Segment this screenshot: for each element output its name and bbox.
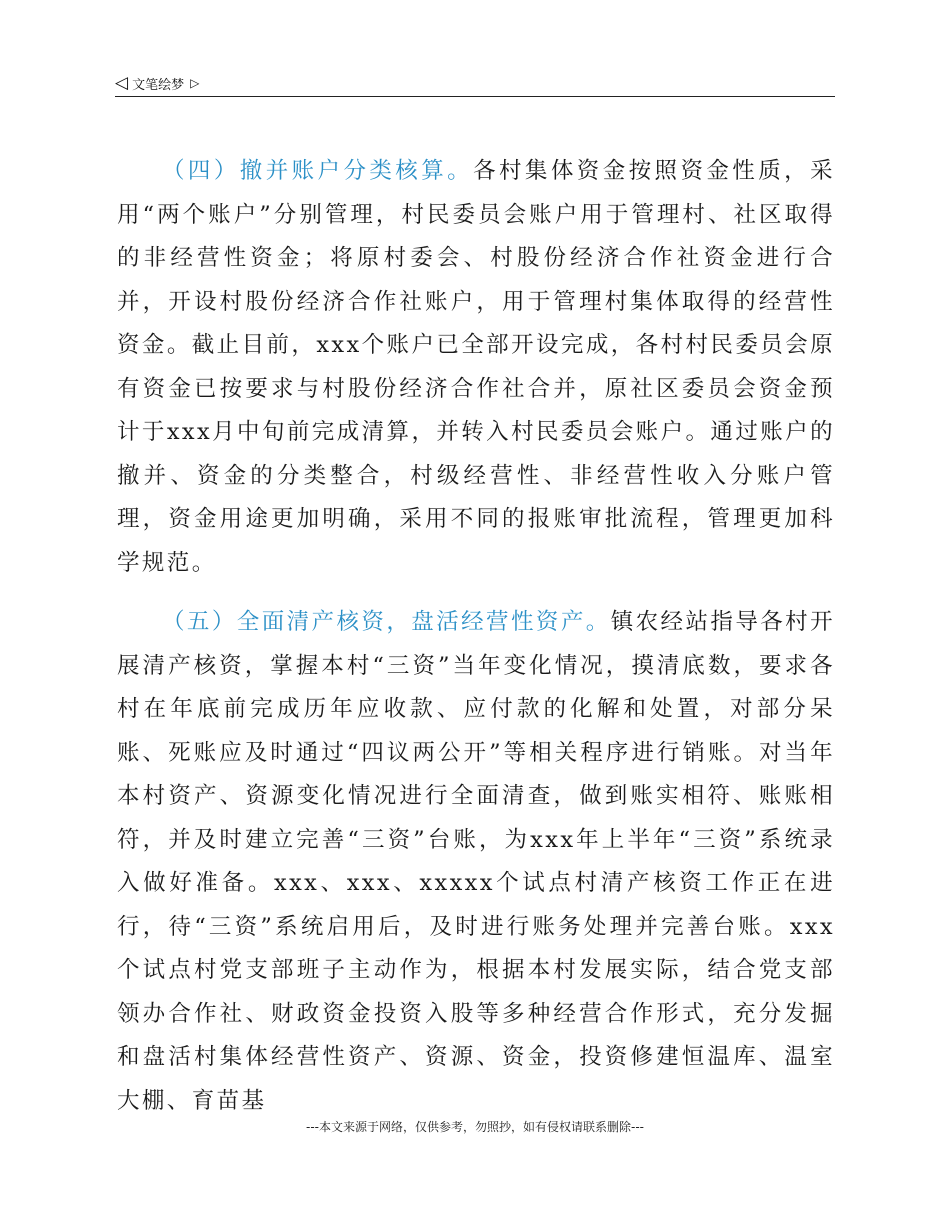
section-heading-5: （五）全面清产核资，盘活经营性资产。 bbox=[162, 609, 611, 635]
triangle-left-icon: ◁ bbox=[115, 72, 129, 93]
section-heading-4: （四）撤并账户分类核算。 bbox=[162, 158, 474, 184]
paragraph-4 bbox=[117, 150, 835, 585]
paragraph-4-body: 各村集体资金按照资金性质，采用“两个账户”分别管理，村民委员会账户用于管理村、社区取得的非经营性资金；将原村委会、村股份经济合作社资金进行合并，开设村股份经济合作社账户，用于管理村集体取得的经营性资金。截止目前，xxx个账户已全部开设完成，各村村民委员会原有资金已按要求与村股份经济合作社合并，原社区委员会资金预计于xxx月中旬前完成清算，并转入村民委员会账户。通过账户的撤并、资金的分类整合，村级经营性、非经营性收入分账户管理，资金用途更加明确，采用不同的报账审批流程，管理更加科学规范。 bbox=[117, 158, 835, 576]
page-header bbox=[115, 70, 835, 97]
paragraph-5 bbox=[117, 601, 835, 1123]
page-footer: ---本文来源于网络，仅供参考，勿照抄，如有侵权请联系删除--- bbox=[306, 1120, 644, 1134]
triangle-right-icon: ▷ bbox=[190, 76, 200, 90]
paragraph-5-body: 镇农经站指导各村开展清产核资，掌握本村“三资”当年变化情况，摸清底数，要求各村在年底前完成历年应收款、应付款的化解和处置，对部分呆账、死账应及时通过“四议两公开”等相关程序进行销账。对当年本村资产、资源变化情况进行全面清查，做到账实相符、账账相符，并及时建立完善“三资”台账，为xxx年上半年“三资”系统录入做好准备。xxx、xxx、xxxxx个试点村清产核资工作正在进行，待“三资”系统启用后，及时进行账务处理并完善台账。xxx个试点村党支部班子主动作为，根据本村发展实际，结合党支部领办合作社、财政资金投资入股等多种经营合作形式，充分发掘和盘活村集体经营性资产、资源、资金，投资修建恒温库、温室大棚、育苗基 bbox=[117, 609, 835, 1114]
header-title: 文笔绘梦 bbox=[132, 77, 185, 93]
document-body bbox=[117, 150, 835, 1139]
